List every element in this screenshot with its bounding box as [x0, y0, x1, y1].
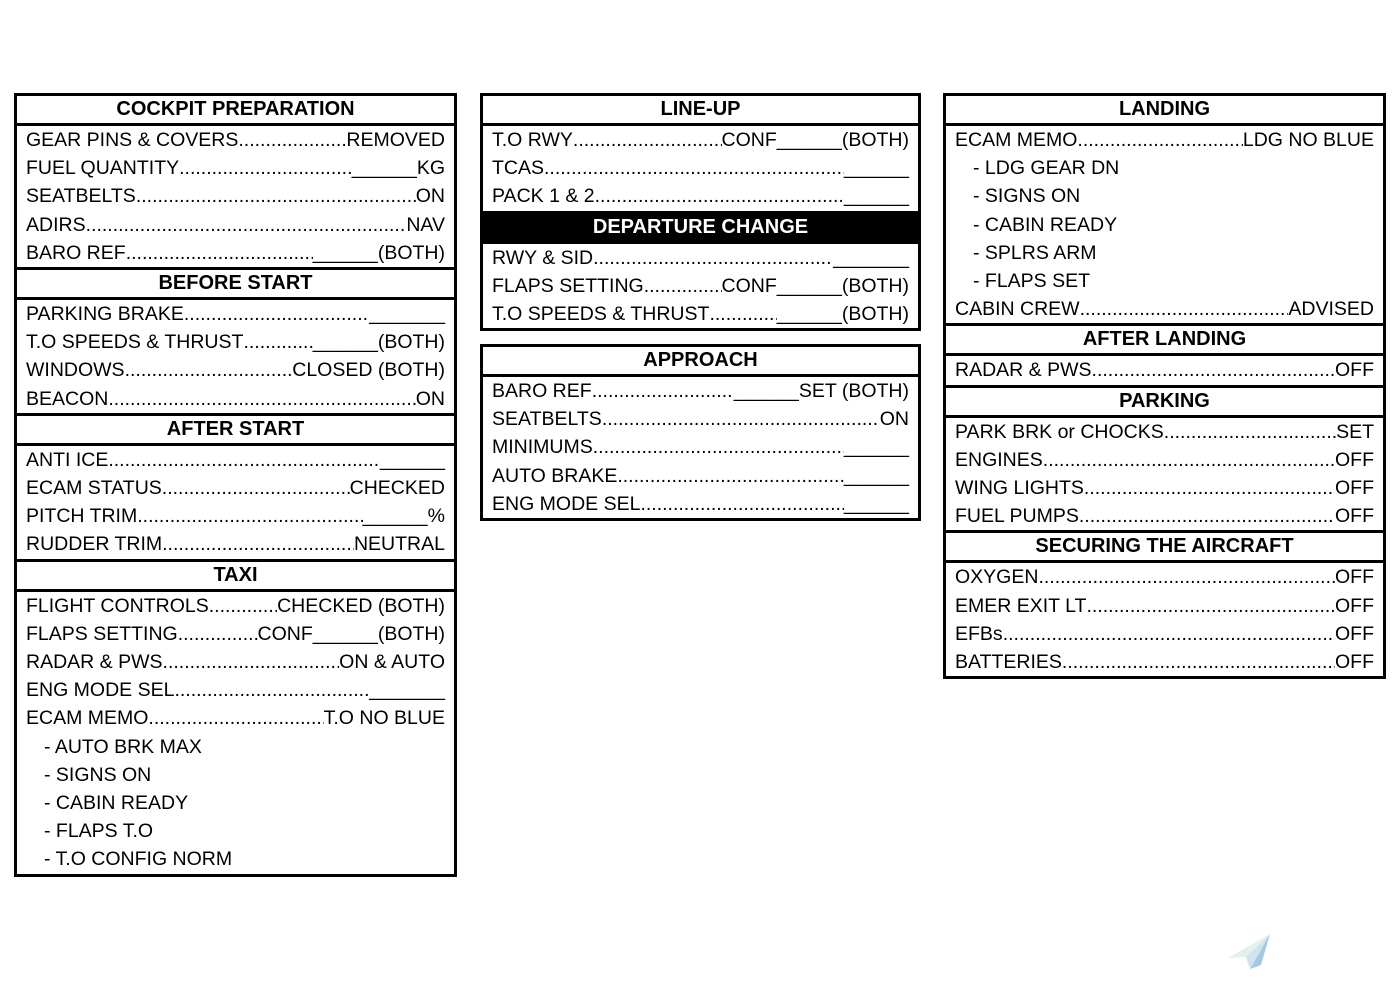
dot-leader [184, 300, 369, 328]
section-header: APPROACH [483, 347, 918, 377]
item-label: ENG MODE SEL [26, 679, 175, 702]
dot-leader [602, 405, 880, 433]
checklist-row [17, 300, 454, 328]
checklist-row [17, 676, 454, 704]
dot-leader [1038, 563, 1335, 591]
dot-leader [617, 462, 844, 490]
dot-leader [640, 490, 843, 518]
dot-leader [108, 385, 415, 413]
item-label: RADAR & PWS [26, 651, 163, 674]
item-label: TCAS [492, 157, 545, 180]
sub-item-text: - FLAPS T.O [44, 820, 154, 843]
dot-leader [1092, 356, 1335, 384]
checklist-row [17, 182, 454, 210]
item-value: CHECKED [349, 477, 445, 500]
sub-item-text: - SPLRS ARM [973, 241, 1097, 264]
checklist-row [17, 328, 454, 356]
checklist-row [946, 474, 1383, 502]
item-value: ON [879, 408, 909, 431]
item-label: T.O RWY [492, 129, 573, 151]
sub-item-text: - SIGNS ON [973, 185, 1081, 208]
checklist-row [946, 648, 1383, 676]
blank-field: ______ [843, 436, 909, 459]
blank-field: ______ [312, 331, 378, 354]
blank-field: ______ [733, 380, 799, 402]
item-label: WING LIGHTS [955, 477, 1084, 500]
dot-leader [573, 126, 722, 154]
item-label: FUEL PUMPS [955, 505, 1079, 528]
checklist-row [17, 592, 454, 620]
item-value: SET (BOTH) [798, 380, 909, 402]
dot-leader [178, 620, 258, 648]
blank-field: ______ [843, 492, 909, 515]
sub-item-text: - FLAPS SET [973, 270, 1091, 293]
dot-leader [137, 502, 362, 530]
checklist-box-left-main [14, 93, 457, 877]
checklist-row [483, 300, 918, 328]
item-label: AUTO BRAKE [492, 464, 618, 487]
sub-item-text: - CABIN READY [973, 213, 1118, 236]
item-value: OFF [1335, 477, 1374, 500]
item-value: NEUTRAL [353, 533, 445, 556]
sub-item-text: - SIGNS ON [44, 763, 152, 786]
checklist-row [483, 154, 918, 182]
dot-leader [1077, 126, 1242, 154]
paper-plane-icon [1226, 929, 1274, 973]
item-value: (BOTH) [841, 274, 909, 297]
checklist-row [17, 530, 454, 558]
item-label: ADIRS [26, 213, 86, 236]
dot-leader [593, 433, 844, 461]
dot-leader [238, 126, 346, 154]
item-value: SET [1336, 420, 1374, 443]
item-label: ANTI ICE [26, 448, 109, 471]
item-label: ECAM MEMO [955, 129, 1078, 151]
checklist-box-approach [480, 344, 921, 521]
item-value: OFF [1335, 359, 1374, 382]
sub-item-row [946, 182, 1383, 210]
item-label: BEACON [26, 387, 109, 410]
dot-leader [148, 704, 323, 732]
item-label: MINIMUMS [492, 436, 593, 459]
item-value: OFF [1335, 622, 1374, 645]
checklist-row [946, 356, 1383, 384]
item-value: OFF [1335, 505, 1374, 528]
item-label: BARO REF [492, 380, 592, 402]
blank-field: _______ [369, 679, 445, 702]
dot-leader [1003, 620, 1335, 648]
checklist-row [17, 446, 454, 474]
item-label: FLAPS SETTING [492, 274, 644, 297]
dot-leader [86, 211, 407, 239]
dot-leader [1062, 648, 1335, 676]
sub-item-row [17, 733, 454, 761]
dot-leader [709, 300, 776, 328]
item-label: FLIGHT CONTROLS [26, 594, 209, 617]
item-label: RWY & SID [492, 246, 594, 269]
blank-field: ______ [843, 464, 909, 487]
item-value: (BOTH) [841, 129, 909, 151]
dot-leader [162, 474, 350, 502]
dot-leader [179, 154, 352, 182]
item-value: T.O NO BLUE [323, 707, 445, 730]
item-label: PARK BRK or CHOCKS [955, 420, 1164, 443]
checklist-row [17, 648, 454, 676]
checklist-row [17, 502, 454, 530]
item-label: ECAM MEMO [26, 707, 149, 730]
checklist-row [483, 272, 918, 300]
dot-leader [1080, 295, 1289, 323]
sub-item-text: - LDG GEAR DN [973, 157, 1120, 180]
item-value: (BOTH) [377, 622, 445, 645]
item-value: % [427, 505, 445, 528]
checklist-row [946, 126, 1383, 154]
section-header: AFTER START [17, 413, 454, 446]
dot-leader [1164, 418, 1336, 446]
item-value: CLOSED (BOTH) [292, 359, 445, 382]
blank-field: ______ [379, 448, 445, 471]
sub-item-text: - CABIN READY [44, 792, 189, 815]
item-value: (BOTH) [377, 331, 445, 354]
checklist-row [17, 704, 454, 732]
item-label: BATTERIES [955, 651, 1062, 674]
item-value: ADVISED [1288, 298, 1374, 321]
item-value: NAV [406, 213, 445, 236]
checklist-row [17, 385, 454, 413]
sub-item-row [946, 154, 1383, 182]
section-header: SECURING THE AIRCRAFT [946, 530, 1383, 563]
section-header: BEFORE START [17, 267, 454, 300]
item-value: ON [415, 185, 445, 208]
item-value: KG [416, 157, 445, 180]
item-value: OFF [1335, 448, 1374, 471]
sub-item-row [17, 817, 454, 845]
checklist-row [946, 563, 1383, 591]
sub-item-row [17, 761, 454, 789]
item-label: OXYGEN [955, 566, 1039, 589]
checklist-box-lineup [480, 93, 921, 331]
item-value: (BOTH) [841, 303, 909, 326]
checklist-box-right-main [943, 93, 1386, 679]
blank-field: ______ [312, 622, 378, 645]
dot-leader [126, 239, 313, 267]
checklist-row [17, 356, 454, 384]
checklist-row [17, 154, 454, 182]
checklist-row [483, 377, 918, 405]
item-value: CHECKED (BOTH) [277, 594, 445, 617]
item-label: SEATBELTS [492, 408, 602, 431]
item-pre-value: CONF [721, 129, 777, 151]
item-label: RUDDER TRIM [26, 533, 163, 556]
dot-leader [174, 676, 369, 704]
item-pre-value: CONF [257, 622, 313, 645]
item-value: OFF [1335, 651, 1374, 674]
blank-field: ______ [776, 303, 842, 326]
blank-field: ______ [776, 129, 842, 151]
section-header: DEPARTURE CHANGE [483, 211, 918, 244]
item-label: GEAR PINS & COVERS [26, 129, 239, 151]
sub-item-row [946, 267, 1383, 295]
item-value: LDG NO BLUE [1242, 129, 1374, 151]
section-header: LINE-UP [483, 96, 918, 126]
checklist-row [483, 182, 918, 210]
blank-field: ______ [312, 241, 378, 264]
blank-field: ______ [843, 157, 909, 180]
blank-field: ______ [351, 157, 417, 180]
sub-item-row [946, 211, 1383, 239]
dot-leader [108, 446, 380, 474]
dot-leader [163, 648, 340, 676]
checklist-row [946, 592, 1383, 620]
item-label: CABIN CREW [955, 298, 1080, 321]
blank-field: ______ [843, 185, 909, 208]
sub-item-row [17, 845, 454, 873]
dot-leader [243, 328, 312, 356]
checklist-row [17, 620, 454, 648]
item-label: ENG MODE SEL [492, 492, 641, 515]
sub-item-row [946, 239, 1383, 267]
item-label: FUEL QUANTITY [26, 157, 180, 180]
item-value: ON & AUTO [339, 651, 445, 674]
checklist-row [946, 502, 1383, 530]
item-label: RADAR & PWS [955, 359, 1092, 382]
item-label: PARKING BRAKE [26, 303, 184, 326]
checklist-row [483, 405, 918, 433]
dot-leader [544, 154, 844, 182]
dot-leader [1079, 502, 1335, 530]
section-header: COCKPIT PREPARATION [17, 96, 454, 126]
sub-item-text: - AUTO BRK MAX [44, 735, 202, 758]
item-value: REMOVED [346, 129, 445, 151]
sub-item-row [17, 789, 454, 817]
dot-leader [592, 377, 734, 405]
item-label: PITCH TRIM [26, 505, 138, 528]
checklist-row [946, 418, 1383, 446]
dot-leader [593, 244, 833, 272]
item-label: T.O SPEEDS & THRUST [492, 303, 710, 326]
checklist-row [483, 490, 918, 518]
item-value: OFF [1335, 566, 1374, 589]
blank-field: _______ [369, 303, 445, 326]
checklist-row [17, 474, 454, 502]
dot-leader [125, 356, 293, 384]
checklist-row [483, 244, 918, 272]
item-value: (BOTH) [377, 241, 445, 264]
item-label: SEATBELTS [26, 185, 136, 208]
item-label: PACK 1 & 2 [492, 185, 595, 208]
dot-leader [1043, 446, 1335, 474]
checklist-row [17, 239, 454, 267]
item-label: BARO REF [26, 241, 126, 264]
dot-leader [136, 182, 416, 210]
dot-leader [595, 182, 844, 210]
dot-leader [644, 272, 722, 300]
checklist-row [946, 446, 1383, 474]
checklist-row [946, 620, 1383, 648]
section-header: TAXI [17, 559, 454, 592]
blank-field: ______ [776, 274, 842, 297]
blank-field: ______ [362, 505, 428, 528]
dot-leader [209, 592, 277, 620]
section-header: LANDING [946, 96, 1383, 126]
checklist-row [483, 126, 918, 154]
item-value: ON [415, 387, 445, 410]
item-pre-value: CONF [721, 274, 777, 297]
dot-leader [1086, 592, 1335, 620]
item-label: T.O SPEEDS & THRUST [26, 331, 244, 354]
dot-leader [162, 530, 354, 558]
checklist-row [946, 295, 1383, 323]
checklist-row [483, 433, 918, 461]
checklist-row [17, 126, 454, 154]
checklist-row [17, 211, 454, 239]
checklist-row [483, 462, 918, 490]
item-label: ECAM STATUS [26, 477, 162, 500]
item-label: EFBs [955, 622, 1003, 645]
item-label: EMER EXIT LT [955, 594, 1087, 617]
item-label: WINDOWS [26, 359, 125, 382]
item-value: OFF [1335, 594, 1374, 617]
section-header: AFTER LANDING [946, 323, 1383, 356]
sub-item-text: - T.O CONFIG NORM [44, 848, 233, 871]
item-label: ENGINES [955, 448, 1043, 471]
dot-leader [1084, 474, 1335, 502]
section-header: PARKING [946, 385, 1383, 418]
blank-field: _______ [833, 246, 909, 269]
item-label: FLAPS SETTING [26, 622, 178, 645]
